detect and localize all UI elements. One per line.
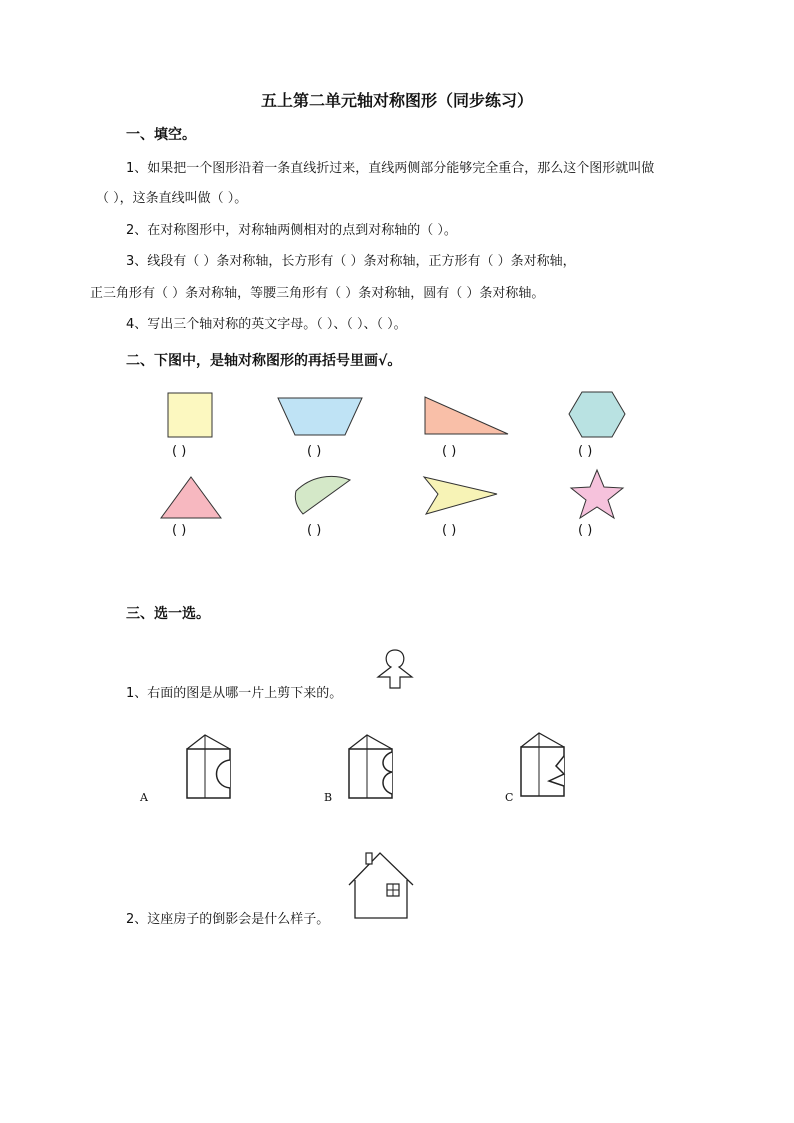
option-b-label[interactable]: B xyxy=(324,791,333,804)
q3-text-line1: 3、线段有（ ）条对称轴，长方形有（ ）条对称轴，正方形有（ ）条对称轴， xyxy=(126,254,576,269)
answer-paren-1[interactable]: ( ) xyxy=(172,444,187,459)
answer-paren-2[interactable]: ( ) xyxy=(307,444,322,459)
s3-q2-text: 2、这座房子的倒影会是什么样子。 xyxy=(126,912,330,927)
answer-paren-8[interactable]: ( ) xyxy=(578,523,593,538)
option-a-paper xyxy=(187,735,230,798)
answer-paren-3[interactable]: ( ) xyxy=(442,444,457,459)
answer-paren-5[interactable]: ( ) xyxy=(172,523,187,538)
s3-q1-text: 1、右面的图是从哪一片上剪下来的。 xyxy=(126,686,343,701)
answer-paren-4[interactable]: ( ) xyxy=(578,444,593,459)
q3-text-line2: 正三角形有（ ）条对称轴，等腰三角形有（ ）条对称轴，圆有（ ）条对称轴。 xyxy=(90,286,545,301)
section-1-heading: 一、填空。 xyxy=(126,127,196,143)
option-b-paper xyxy=(349,735,392,798)
option-a-label[interactable]: A xyxy=(140,791,148,804)
answer-paren-6[interactable]: ( ) xyxy=(307,523,322,538)
q2-text: 2、在对称图形中，对称轴两侧相对的点到对称轴的（ ）。 xyxy=(126,223,457,238)
house-figure xyxy=(349,853,413,918)
page-title: 五上第二单元轴对称图形（同步练习） xyxy=(260,91,533,110)
section-3-heading: 三、选一选。 xyxy=(126,606,210,622)
answer-paren-7[interactable]: ( ) xyxy=(442,523,457,538)
option-c-label[interactable]: C xyxy=(505,791,514,804)
q4-text: 4、写出三个轴对称的英文字母。（ ）、（ ）、（ ）。 xyxy=(126,317,407,332)
cutout-figure xyxy=(378,650,412,688)
q1-text-line1: 1、如果把一个图形沿着一条直线折过来，直线两侧部分能够完全重合，那么这个图形就叫做 xyxy=(126,161,655,176)
section-2-heading: 二、下图中，是轴对称图形的再括号里画√。 xyxy=(126,353,402,369)
q1-text-line2: （ ），这条直线叫做（ ）。 xyxy=(96,191,248,206)
option-c-paper xyxy=(521,733,564,796)
